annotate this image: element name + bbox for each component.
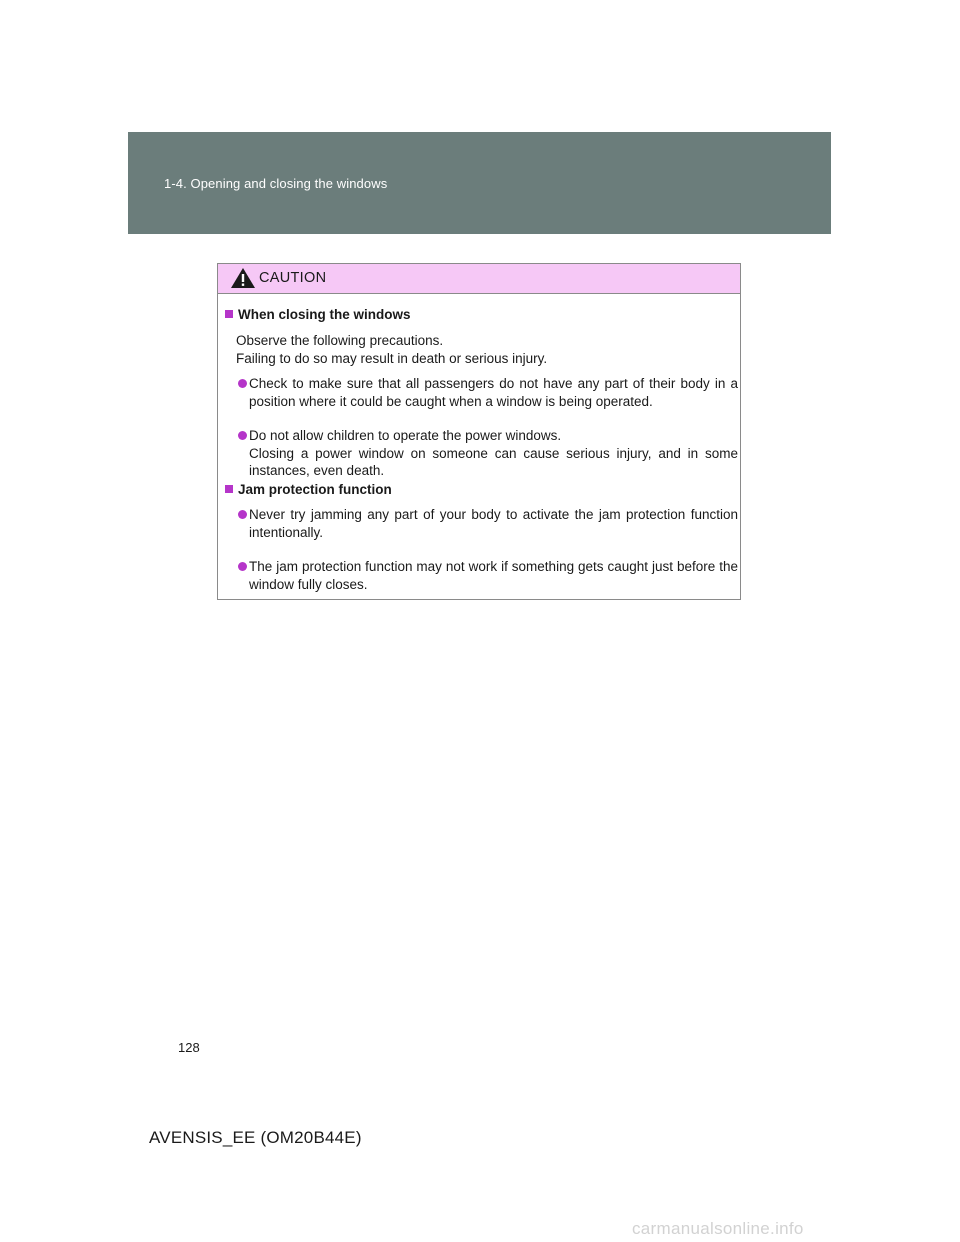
round-bullet-icon [238, 431, 247, 440]
section-header-band [128, 132, 831, 234]
watermark: carmanualsonline.info [632, 1219, 804, 1238]
caution-box [217, 263, 741, 600]
warning-triangle-icon [230, 267, 256, 289]
page-number: 128 [178, 1040, 200, 1055]
section-heading-closing-windows: When closing the windows [225, 307, 411, 322]
paragraph-precautions: Observe the following precautions. [236, 333, 444, 348]
section-title: 1-4. Opening and closing the windows [164, 176, 388, 191]
list-item: Never try jamming any part of your body to activate the jam protection function intentionally. [238, 506, 738, 541]
caution-header [218, 264, 740, 294]
square-bullet-icon [225, 485, 233, 493]
round-bullet-icon [238, 562, 247, 571]
document-code: AVENSIS_EE (OM20B44E) [149, 1128, 362, 1147]
paragraph-failing: Failing to do so may result in death or serious injury. [236, 351, 548, 366]
section-heading-jam-protection: Jam protection function [225, 482, 392, 497]
list-item: Check to make sure that all passengers do not have any part of their body in a position where it could be caught when a window is being operated. [238, 375, 738, 410]
round-bullet-icon [238, 379, 247, 388]
square-bullet-icon [225, 310, 233, 318]
round-bullet-icon [238, 510, 247, 519]
list-item: The jam protection function may not work if something gets caught just before the window fully closes. [238, 558, 738, 593]
caution-title: CAUTION [259, 270, 327, 286]
list-item: Do not allow children to operate the power windows. Closing a power window on someone can cause serious injury, and in some instances, even death. [238, 427, 738, 480]
